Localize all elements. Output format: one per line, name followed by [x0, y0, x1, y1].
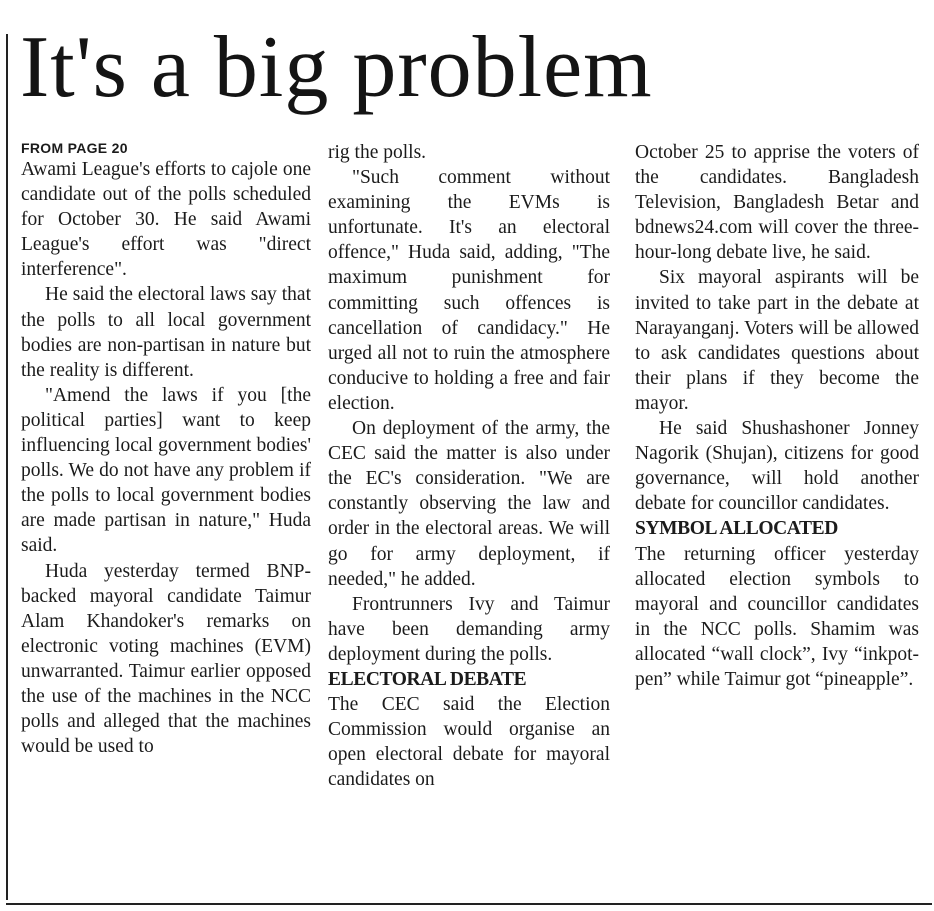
paragraph: rig the polls. [328, 142, 427, 163]
article-column-3 [635, 140, 919, 692]
paragraph: He said Shushashoner Jonney Nagorik (Shujan), citizens for good governance, will hold another debate for councillor candidates. [635, 418, 919, 515]
paragraph: "Amend the laws if you [the political parties] want to keep influencing local government bodies' polls. We do not have any problem if the polls to local government bodies are made partisan in nature," Huda said. [21, 384, 311, 557]
article-column-1 [21, 140, 311, 759]
paragraph: October 25 to apprise the voters of the candidates. Bangladesh Television, Bangladesh Betar and bdnews24.com will cover the three-hour-long debate live, he said. [635, 142, 919, 264]
bottom-rule [6, 903, 932, 905]
kicker: FROM PAGE 20 [21, 140, 128, 156]
paragraph: Awami League's efforts to cajole one candidate out of the polls scheduled for October 30. He said Awami League's effort was "direct interference". [21, 159, 311, 281]
left-column-rule [6, 34, 8, 900]
paragraph: The returning officer yesterday allocated election symbols to mayoral and councillor candidates in the NCC polls. Shamim was allocated “wall clock”, Ivy “inkpot-pen” while Taimur got “pineapple”. [635, 543, 919, 690]
paragraph: He said the electoral laws say that the polls to all local government bodies are non-partisan in nature but the reality is different. [21, 284, 311, 381]
headline: It's a big problem [20, 19, 653, 116]
paragraph: On deployment of the army, the CEC said the matter is also under the EC's consideration. "We are constantly observing the law and order in the electoral areas. We will go for army deployment, if needed," he added. [328, 418, 610, 590]
subheading: ELECTORAL DEBATE [328, 668, 527, 690]
article-column-2 [328, 140, 610, 792]
paragraph: Huda yesterday termed BNP-backed mayoral candidate Taimur Alam Khandoker's remarks on electronic voting machines (EVM) unwarranted. Taimur earlier opposed the use of the machines in the NCC polls and alleged that the machines would be used to [21, 560, 311, 758]
paragraph: Frontrunners Ivy and Taimur have been demanding army deployment during the polls. [328, 593, 610, 665]
paragraph: Six mayoral aspirants will be invited to take part in the debate at Narayanganj. Voters will be allowed to ask candidates questions about their plans if they become the mayor. [635, 267, 919, 414]
subheading: SYMBOL ALLOCATED [635, 518, 838, 540]
paragraph: "Such comment without examining the EVMs is unfortunate. It's an electoral offence," Huda said, adding, "The maximum punishment for committing such offences is cancellation of candidacy." He urged all not to ruin the atmosphere conducive to holding a free and fair election. [328, 167, 610, 414]
paragraph: The CEC said the Election Commission would organise an open electoral debate for mayoral candidates on [328, 694, 610, 791]
